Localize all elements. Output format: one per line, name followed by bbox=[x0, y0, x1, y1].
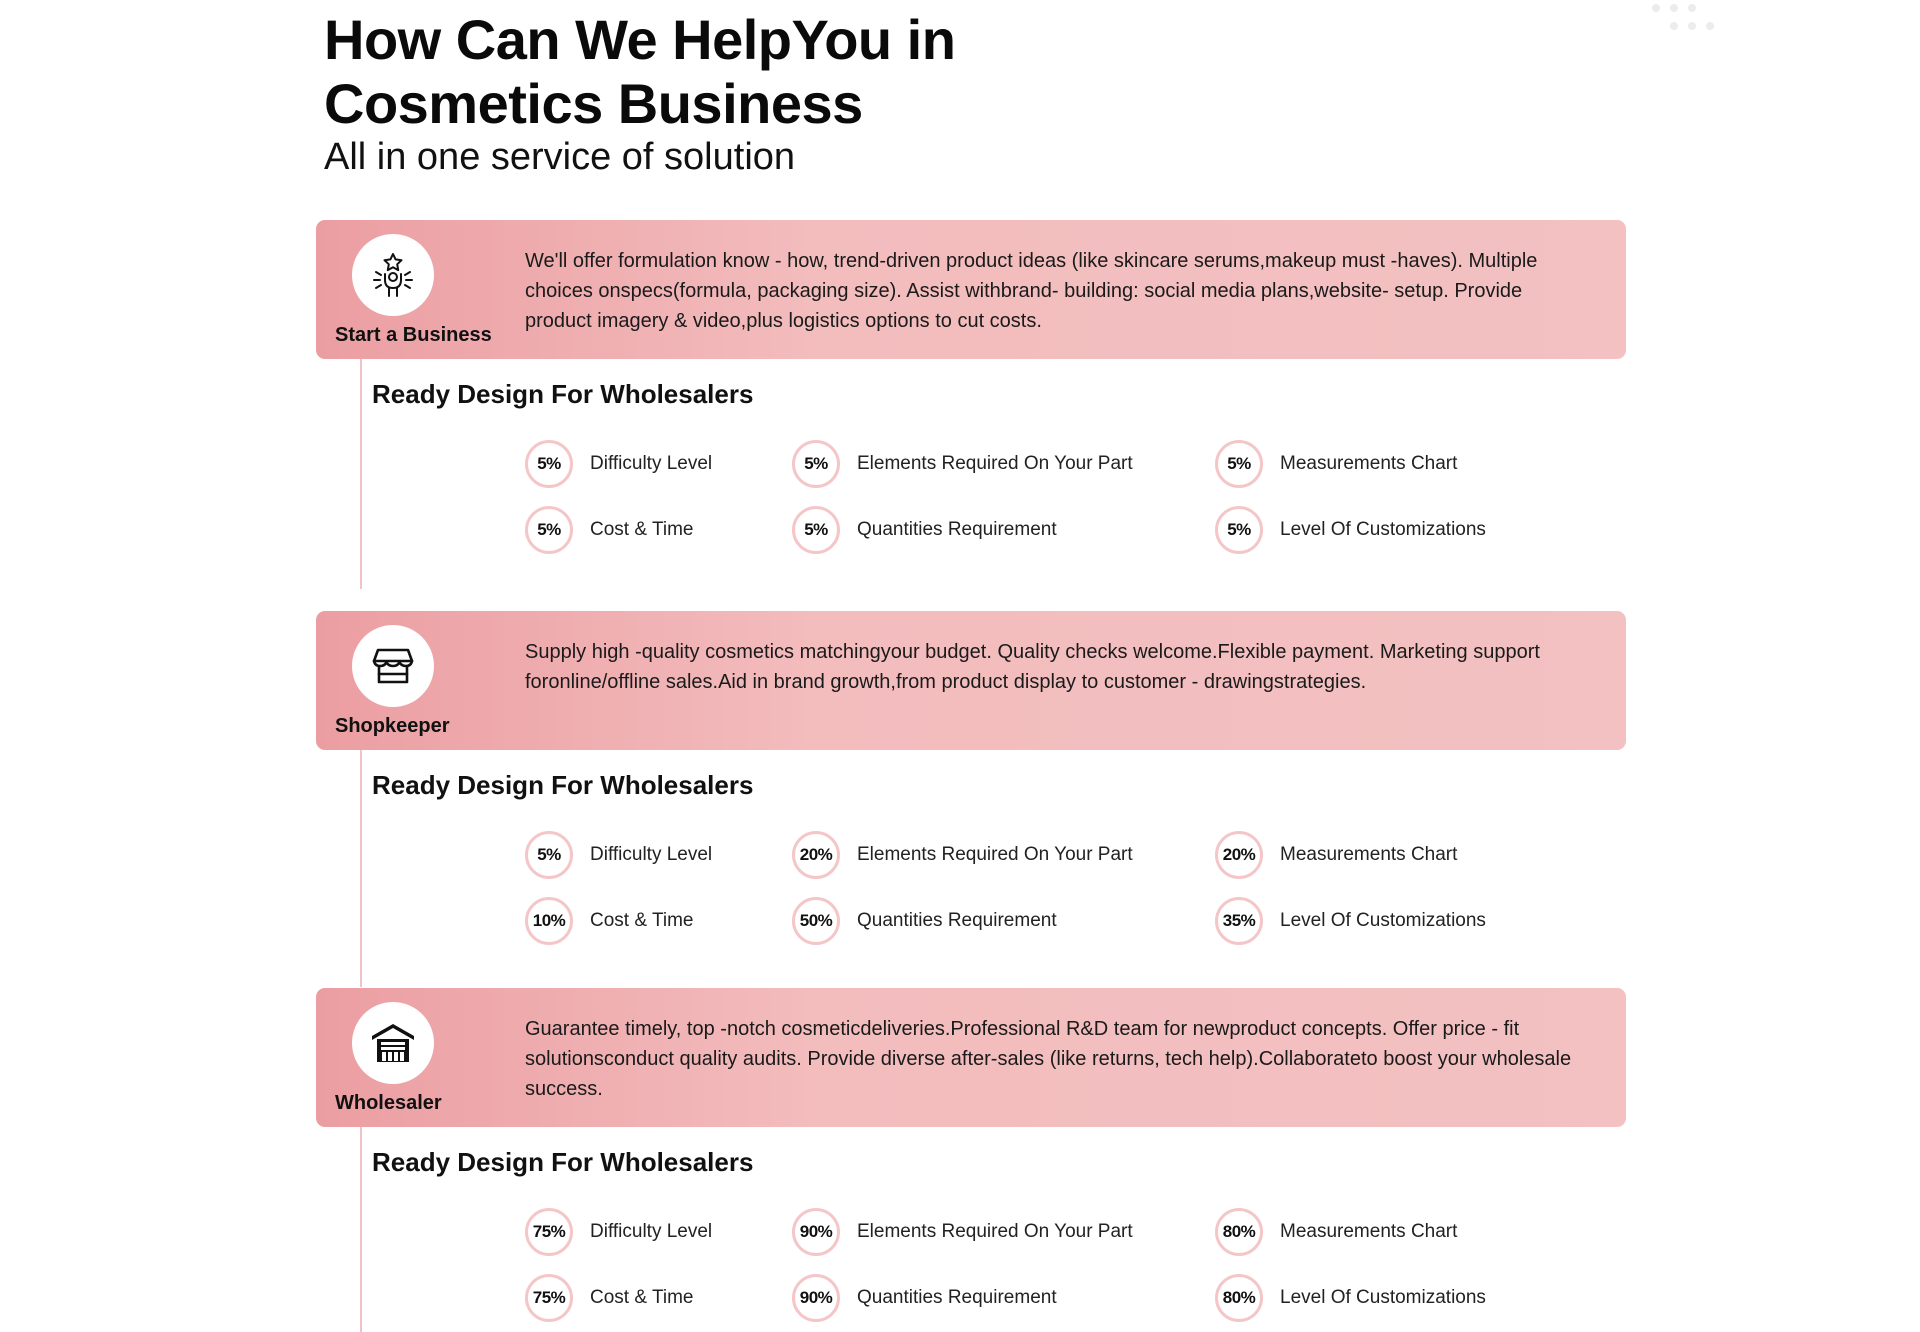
metric-label: Measurements Chart bbox=[1280, 453, 1458, 474]
metric-label: Level Of Customizations bbox=[1280, 910, 1486, 931]
metrics-grid bbox=[525, 439, 1525, 569]
percent-ring: 75% bbox=[525, 1208, 573, 1256]
metric-cost-time bbox=[525, 1273, 693, 1323]
section-label: Wholesaler bbox=[335, 1092, 442, 1114]
metric-level-of-customizations bbox=[1215, 896, 1486, 946]
percent-ring: 90% bbox=[792, 1274, 840, 1322]
icon-badge bbox=[352, 1002, 434, 1084]
section-description: We'll offer formulation know - how, trend-driven product ideas (like skincare serums,makeup must -haves). Multiple choices onspecs(formula, packaging size). Assist withbrand- building: social media plans,website- setup. Provide product imagery & video,plus logistics options to cut costs. bbox=[525, 250, 1538, 332]
icon-badge bbox=[352, 625, 434, 707]
metric-label: Cost & Time bbox=[590, 910, 694, 931]
service-section-shopkeeper bbox=[316, 611, 1626, 987]
service-section-start-business bbox=[316, 220, 1626, 589]
percent-ring: 5% bbox=[525, 440, 573, 488]
metric-label: Level Of Customizations bbox=[1280, 519, 1486, 540]
business-person-star-icon bbox=[368, 250, 418, 300]
section-description: Guarantee timely, top -notch cosmeticdeliveries.Professional R&D team for newproduct concepts. Offer price - fit solutionsconduct quality audits. Provide diverse after-sales (like returns, tech help).Collaborateto boost your wholesale success. bbox=[525, 1018, 1572, 1100]
metric-label: Elements Required On Your Part bbox=[857, 844, 1133, 865]
metric-label: Measurements Chart bbox=[1280, 844, 1458, 865]
metric-level-of-customizations bbox=[1215, 505, 1486, 555]
service-section-wholesaler bbox=[316, 988, 1626, 1332]
metric-label: Difficulty Level bbox=[590, 1221, 713, 1242]
metrics-grid bbox=[525, 830, 1525, 960]
section-label: Shopkeeper bbox=[335, 715, 450, 737]
storefront-icon bbox=[368, 641, 418, 691]
decorative-dots bbox=[1652, 4, 1712, 34]
page-header bbox=[324, 8, 1044, 178]
metric-label: Quantities Requirement bbox=[857, 1287, 1057, 1308]
page-title: How Can We HelpYou in Cosmetics Business bbox=[324, 8, 956, 135]
section-detail bbox=[316, 1127, 1626, 1332]
metrics-grid bbox=[525, 1207, 1525, 1332]
metric-label: Elements Required On Your Part bbox=[857, 453, 1133, 474]
service-banner bbox=[316, 988, 1626, 1127]
percent-ring: 20% bbox=[792, 831, 840, 879]
section-label: Start a Business bbox=[335, 324, 492, 346]
detail-title: Ready Design For Wholesalers bbox=[372, 770, 754, 800]
metric-quantities-requirement bbox=[792, 896, 1057, 946]
percent-ring: 5% bbox=[525, 506, 573, 554]
metric-cost-time bbox=[525, 896, 693, 946]
percent-ring: 5% bbox=[525, 831, 573, 879]
percent-ring: 5% bbox=[1215, 440, 1263, 488]
percent-ring: 20% bbox=[1215, 831, 1263, 879]
section-description: Supply high -quality cosmetics matchingyour budget. Quality checks welcome.Flexible payment. Marketing support foronline/offline sales.Aid in brand growth,from product display to customer - drawingstrategies. bbox=[525, 641, 1540, 693]
metric-quantities-requirement bbox=[792, 1273, 1057, 1323]
metric-elements-required bbox=[792, 830, 1133, 880]
section-detail bbox=[316, 750, 1626, 987]
percent-ring: 5% bbox=[792, 506, 840, 554]
percent-ring: 5% bbox=[792, 440, 840, 488]
metric-cost-time bbox=[525, 505, 693, 555]
timeline-line bbox=[360, 1127, 362, 1332]
metric-level-of-customizations bbox=[1215, 1273, 1486, 1323]
metric-label: Level Of Customizations bbox=[1280, 1287, 1486, 1308]
percent-ring: 5% bbox=[1215, 506, 1263, 554]
metric-difficulty-level bbox=[525, 830, 712, 880]
percent-ring: 50% bbox=[792, 897, 840, 945]
warehouse-icon bbox=[368, 1018, 418, 1068]
percent-ring: 35% bbox=[1215, 897, 1263, 945]
service-banner bbox=[316, 220, 1626, 359]
metric-label: Cost & Time bbox=[590, 519, 694, 540]
percent-ring: 80% bbox=[1215, 1208, 1263, 1256]
metric-label: Quantities Requirement bbox=[857, 519, 1057, 540]
metric-measurements-chart bbox=[1215, 1207, 1457, 1257]
metric-label: Elements Required On Your Part bbox=[857, 1221, 1133, 1242]
percent-ring: 10% bbox=[525, 897, 573, 945]
percent-ring: 90% bbox=[792, 1208, 840, 1256]
metric-quantities-requirement bbox=[792, 505, 1057, 555]
timeline-line bbox=[360, 359, 362, 589]
metric-label: Cost & Time bbox=[590, 1287, 694, 1308]
percent-ring: 80% bbox=[1215, 1274, 1263, 1322]
detail-title: Ready Design For Wholesalers bbox=[372, 1147, 754, 1177]
section-detail bbox=[316, 359, 1626, 589]
metric-elements-required bbox=[792, 1207, 1133, 1257]
metric-difficulty-level bbox=[525, 439, 712, 489]
page-subtitle: All in one service of solution bbox=[324, 136, 796, 178]
service-banner bbox=[316, 611, 1626, 750]
icon-badge bbox=[352, 234, 434, 316]
metric-measurements-chart bbox=[1215, 439, 1457, 489]
metric-measurements-chart bbox=[1215, 830, 1457, 880]
metric-elements-required bbox=[792, 439, 1133, 489]
metric-difficulty-level bbox=[525, 1207, 712, 1257]
timeline-line bbox=[360, 750, 362, 987]
metric-label: Measurements Chart bbox=[1280, 1221, 1458, 1242]
metric-label: Difficulty Level bbox=[590, 453, 713, 474]
metric-label: Difficulty Level bbox=[590, 844, 713, 865]
metric-label: Quantities Requirement bbox=[857, 910, 1057, 931]
detail-title: Ready Design For Wholesalers bbox=[372, 379, 754, 409]
percent-ring: 75% bbox=[525, 1274, 573, 1322]
